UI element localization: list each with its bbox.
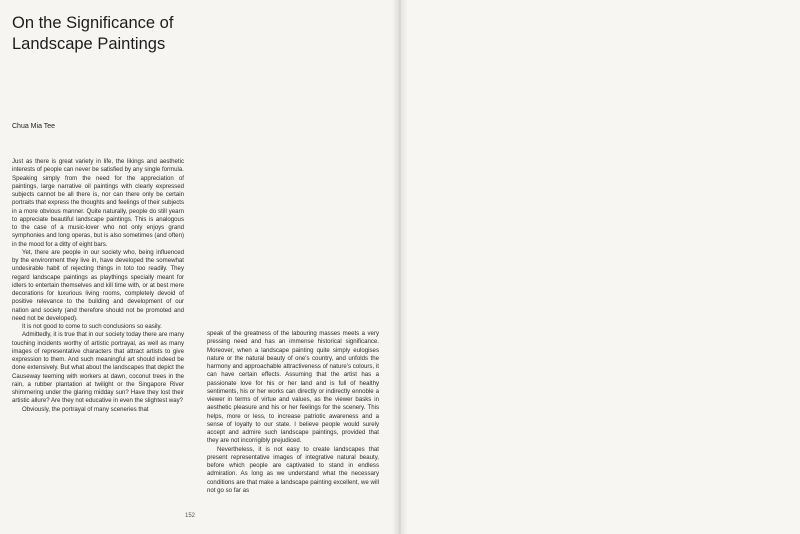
book-gutter (392, 0, 408, 534)
english-title-line: Landscape Paintings (12, 35, 166, 53)
english-title (12, 13, 173, 55)
paragraph: It is not good to come to such conclusions so easily. (22, 323, 162, 330)
paragraph: Obviously, the portrayal of many sceneries that (22, 405, 149, 413)
page-number-left: 152 (185, 513, 196, 519)
paragraph: Nevertheless, it is not easy to create landscapes that present representative images of integrative natural beauty, before which people are captivated to stand in endless admiration. As long as we understand what the necessary conditions are that make a landscape painting excellent, we will not go so far as (207, 445, 379, 494)
english-title-line: On the Significance of (12, 14, 174, 32)
paragraph: Yet, there are people in our society who, being influenced by the environment they live in, have developed the somewhat undesirable habit of rejecting things in toto too readily. They regard landscape paintings as playthings specially meant for idlers to entertain themselves and kill time with, or at best mere decorations for luxurious living rooms, completely devoid of positive relevance to the building and development of our nation and society (and therefore should not be promoted and need not be developed). (12, 248, 184, 322)
paragraph: Admittedly, it is true that in our society today there are many touching incidents worthy of artistic portrayal, as well as many images of representative characters that attract artists to give expression to them. And such meaningful art should indeed be done extensively. But what about the landscapes that depict the Causeway teeming with workers at dawn, coconut trees in the rain, a rubber plantation at twilight or the Singapore River shimmering under the glaring midday sun? Have they lost their artistic allure? Are they not educative in even the slightest way? (12, 331, 184, 405)
paragraph: speak of the greatness of the labouring masses meets a very pressing need and has an immense historical significance. Moreover, when a landscape painting quite simply eulogises nature or the natural beauty of one's country, and unfolds the harmony and approachable attractiveness of nature's colours, it can have certain effects. Assuming that the artist has a passionate love for his or her land and is full of healthy sentiments, his or her works can directly or indirectly ennoble a viewer in terms of virtue and values, as the viewer basks in aesthetic pleasure and his or her feelings for the scenery. This helps, more or less, to increase patriotic awareness and a sense of loyalty to our state. I believe people would surely accept and admire such landscape paintings, provided that they are not incorrigibly prejudiced. (207, 330, 379, 445)
right-page (400, 0, 800, 534)
english-column-2 (207, 330, 379, 495)
english-column-1 (12, 158, 184, 414)
english-author: Chua Mia Tee (12, 123, 56, 130)
paragraph: Just as there is great variety in life, the likings and aesthetic interests of people can never be satisfied by any single formula. Speaking simply from the need for the appreciation of paintings, large narrative oil paintings with clearly expressed subjects cannot be all there is, nor can there only be certain portraits that express the thoughts and feelings of their subjects in a more obvious manner. Quite naturally, people do still yearn to appreciate beautiful landscape paintings. This is analogous to the case of a music-lover who not only enjoys grand symphonies and long operas, but is also sometimes (and often) in the mood for a ditty of eight bars. (12, 158, 184, 248)
